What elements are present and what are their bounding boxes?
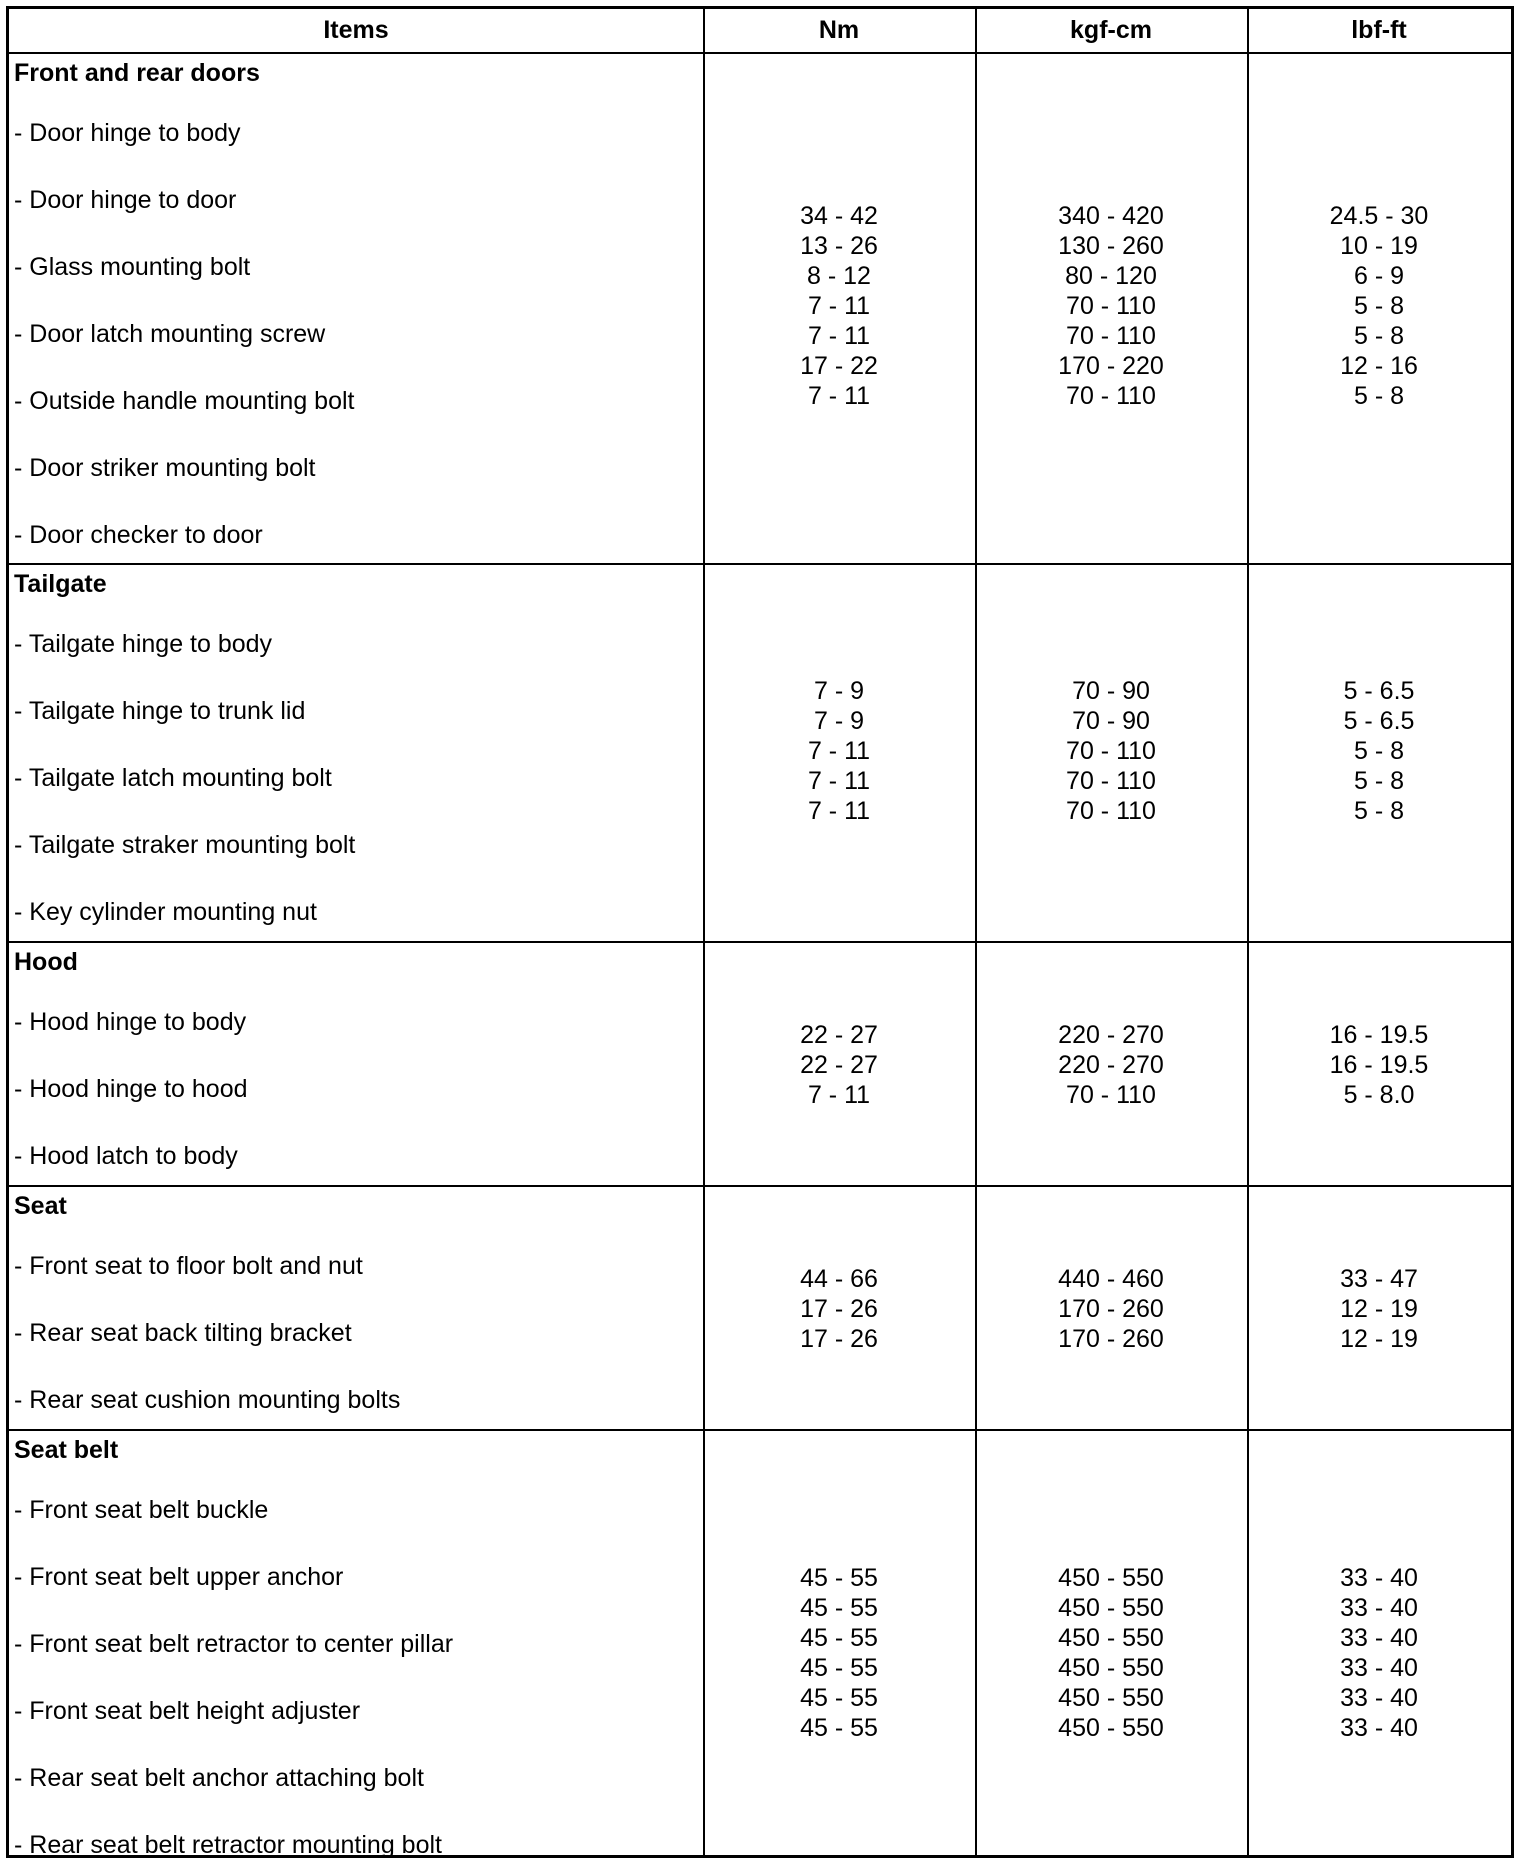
table-cell: 33 - 40 <box>1340 1684 1418 1712</box>
table-cell: 5 - 8 <box>1353 322 1405 350</box>
table-cell: 45 - 55 <box>800 1684 878 1712</box>
table-cell: 5 - 6.5 <box>1343 677 1415 705</box>
table-cell: 80 - 120 <box>1065 262 1157 290</box>
section-divider <box>9 1185 1511 1187</box>
kgf-cm-values <box>975 1563 1247 1743</box>
table-cell: 16 - 19.5 <box>1329 1021 1429 1049</box>
kgf-cm-values <box>975 1020 1247 1110</box>
table-cell: 450 - 550 <box>1058 1714 1164 1742</box>
section-divider <box>9 563 1511 565</box>
table-cell: 70 - 110 <box>1066 1081 1156 1109</box>
list-item: - Front seat belt buckle <box>14 1496 269 1524</box>
list-item: - Tailgate straker mounting bolt <box>14 831 356 859</box>
table-cell: 7 - 11 <box>807 737 871 765</box>
table-cell: 5 - 8 <box>1353 797 1405 825</box>
list-item: - Glass mounting bolt <box>14 253 251 281</box>
table-cell: 5 - 6.5 <box>1343 707 1415 735</box>
table-cell: 450 - 550 <box>1058 1684 1164 1712</box>
table-cell: 70 - 90 <box>1072 677 1150 705</box>
kgf-cm-values <box>975 676 1247 826</box>
table-cell: 5 - 8 <box>1353 382 1405 410</box>
list-item: - Key cylinder mounting nut <box>14 898 317 926</box>
table-cell: 5 - 8 <box>1353 767 1405 795</box>
list-item: - Hood hinge to hood <box>14 1075 248 1103</box>
header-items: Items <box>323 16 389 44</box>
table-cell: 450 - 550 <box>1058 1624 1164 1652</box>
list-item: - Hood hinge to body <box>14 1008 247 1036</box>
list-item: - Rear seat cushion mounting bolts <box>14 1386 401 1414</box>
table-cell: 33 - 40 <box>1340 1714 1418 1742</box>
table-cell: 12 - 19 <box>1340 1325 1418 1353</box>
table-cell: 10 - 19 <box>1340 232 1418 260</box>
table-cell: 33 - 40 <box>1340 1594 1418 1622</box>
table-cell: 450 - 550 <box>1058 1594 1164 1622</box>
table-cell: 45 - 55 <box>800 1564 878 1592</box>
kgf-cm-values <box>975 201 1247 411</box>
table-cell: 7 - 11 <box>807 322 871 350</box>
nm-values <box>703 1020 975 1110</box>
section-title: Tailgate <box>14 570 107 598</box>
table-cell: 44 - 66 <box>800 1265 878 1293</box>
table-cell: 7 - 11 <box>807 292 871 320</box>
table-cell: 45 - 55 <box>800 1654 878 1682</box>
list-item: - Door checker to door <box>14 521 263 549</box>
table-cell: 17 - 26 <box>800 1325 878 1353</box>
list-item: - Rear seat back tilting bracket <box>14 1319 352 1347</box>
section-title: Seat belt <box>14 1436 119 1464</box>
table-cell: 12 - 16 <box>1340 352 1418 380</box>
lbf-ft-values <box>1247 1563 1511 1743</box>
table-cell: 33 - 40 <box>1340 1564 1418 1592</box>
torque-spec-table <box>6 6 1514 1858</box>
table-cell: 340 - 420 <box>1058 202 1164 230</box>
table-cell: 34 - 42 <box>800 202 878 230</box>
list-item: - Hood latch to body <box>14 1142 238 1170</box>
table-cell: 12 - 19 <box>1340 1295 1418 1323</box>
list-item: - Door latch mounting screw <box>14 320 326 348</box>
table-cell: 70 - 90 <box>1072 707 1150 735</box>
nm-values <box>703 1264 975 1354</box>
table-cell: 7 - 11 <box>807 1081 871 1109</box>
table-cell: 8 - 12 <box>807 262 871 290</box>
header-lbf-ft: lbf-ft <box>1351 16 1407 44</box>
table-cell: 7 - 9 <box>813 707 865 735</box>
lbf-ft-values <box>1247 676 1511 826</box>
nm-values <box>703 201 975 411</box>
table-cell: 16 - 19.5 <box>1329 1051 1429 1079</box>
table-cell: 13 - 26 <box>800 232 878 260</box>
table-cell: 24.5 - 30 <box>1329 202 1429 230</box>
table-cell: 22 - 27 <box>800 1051 878 1079</box>
table-cell: 70 - 110 <box>1066 292 1156 320</box>
table-cell: 5 - 8 <box>1353 292 1405 320</box>
table-cell: 6 - 9 <box>1353 262 1405 290</box>
table-cell: 45 - 55 <box>800 1624 878 1652</box>
list-item: - Door hinge to body <box>14 119 241 147</box>
kgf-cm-values <box>975 1264 1247 1354</box>
table-cell: 170 - 260 <box>1058 1325 1164 1353</box>
table-cell: 220 - 270 <box>1058 1051 1164 1079</box>
lbf-ft-values <box>1247 1020 1511 1110</box>
table-cell: 70 - 110 <box>1066 797 1156 825</box>
lbf-ft-values <box>1247 1264 1511 1354</box>
list-item: - Rear seat belt retractor mounting bolt <box>14 1831 442 1859</box>
table-cell: 5 - 8 <box>1353 737 1405 765</box>
lbf-ft-values <box>1247 201 1511 411</box>
table-cell: 440 - 460 <box>1058 1265 1164 1293</box>
nm-values <box>703 1563 975 1743</box>
table-cell: 70 - 110 <box>1066 382 1156 410</box>
table-cell: 5 - 8.0 <box>1343 1081 1415 1109</box>
section-title: Hood <box>14 948 78 976</box>
table-cell: 22 - 27 <box>800 1021 878 1049</box>
list-item: - Tailgate hinge to body <box>14 630 273 658</box>
section-divider <box>9 1429 1511 1431</box>
list-item: - Front seat to floor bolt and nut <box>14 1252 363 1280</box>
list-item: - Tailgate hinge to trunk lid <box>14 697 306 725</box>
table-cell: 17 - 26 <box>800 1295 878 1323</box>
table-cell: 70 - 110 <box>1066 737 1156 765</box>
list-item: - Tailgate latch mounting bolt <box>14 764 332 792</box>
section-title: Front and rear doors <box>14 59 260 87</box>
header-kgf-cm: kgf-cm <box>1070 16 1152 44</box>
table-cell: 45 - 55 <box>800 1714 878 1742</box>
table-cell: 7 - 11 <box>807 797 871 825</box>
table-cell: 7 - 11 <box>807 767 871 795</box>
table-cell: 170 - 260 <box>1058 1295 1164 1323</box>
list-item: - Door striker mounting bolt <box>14 454 316 482</box>
header-divider <box>9 52 1511 54</box>
list-item: - Front seat belt retractor to center pillar <box>14 1630 454 1658</box>
nm-values <box>703 676 975 826</box>
table-cell: 45 - 55 <box>800 1594 878 1622</box>
section-title: Seat <box>14 1192 67 1220</box>
table-cell: 70 - 110 <box>1066 767 1156 795</box>
list-item: - Rear seat belt anchor attaching bolt <box>14 1764 424 1792</box>
table-cell: 33 - 40 <box>1340 1624 1418 1652</box>
table-cell: 7 - 9 <box>813 677 865 705</box>
table-cell: 70 - 110 <box>1066 322 1156 350</box>
list-item: - Front seat belt height adjuster <box>14 1697 361 1725</box>
list-item: - Front seat belt upper anchor <box>14 1563 344 1591</box>
table-cell: 33 - 47 <box>1340 1265 1418 1293</box>
list-item: - Outside handle mounting bolt <box>14 387 355 415</box>
table-cell: 130 - 260 <box>1058 232 1164 260</box>
header-nm: Nm <box>818 16 860 44</box>
table-cell: 17 - 22 <box>800 352 878 380</box>
table-cell: 33 - 40 <box>1340 1654 1418 1682</box>
table-cell: 450 - 550 <box>1058 1654 1164 1682</box>
table-cell: 220 - 270 <box>1058 1021 1164 1049</box>
section-divider <box>9 941 1511 943</box>
table-cell: 170 - 220 <box>1058 352 1164 380</box>
list-item: - Door hinge to door <box>14 186 237 214</box>
table-cell: 7 - 11 <box>807 382 871 410</box>
table-cell: 450 - 550 <box>1058 1564 1164 1592</box>
